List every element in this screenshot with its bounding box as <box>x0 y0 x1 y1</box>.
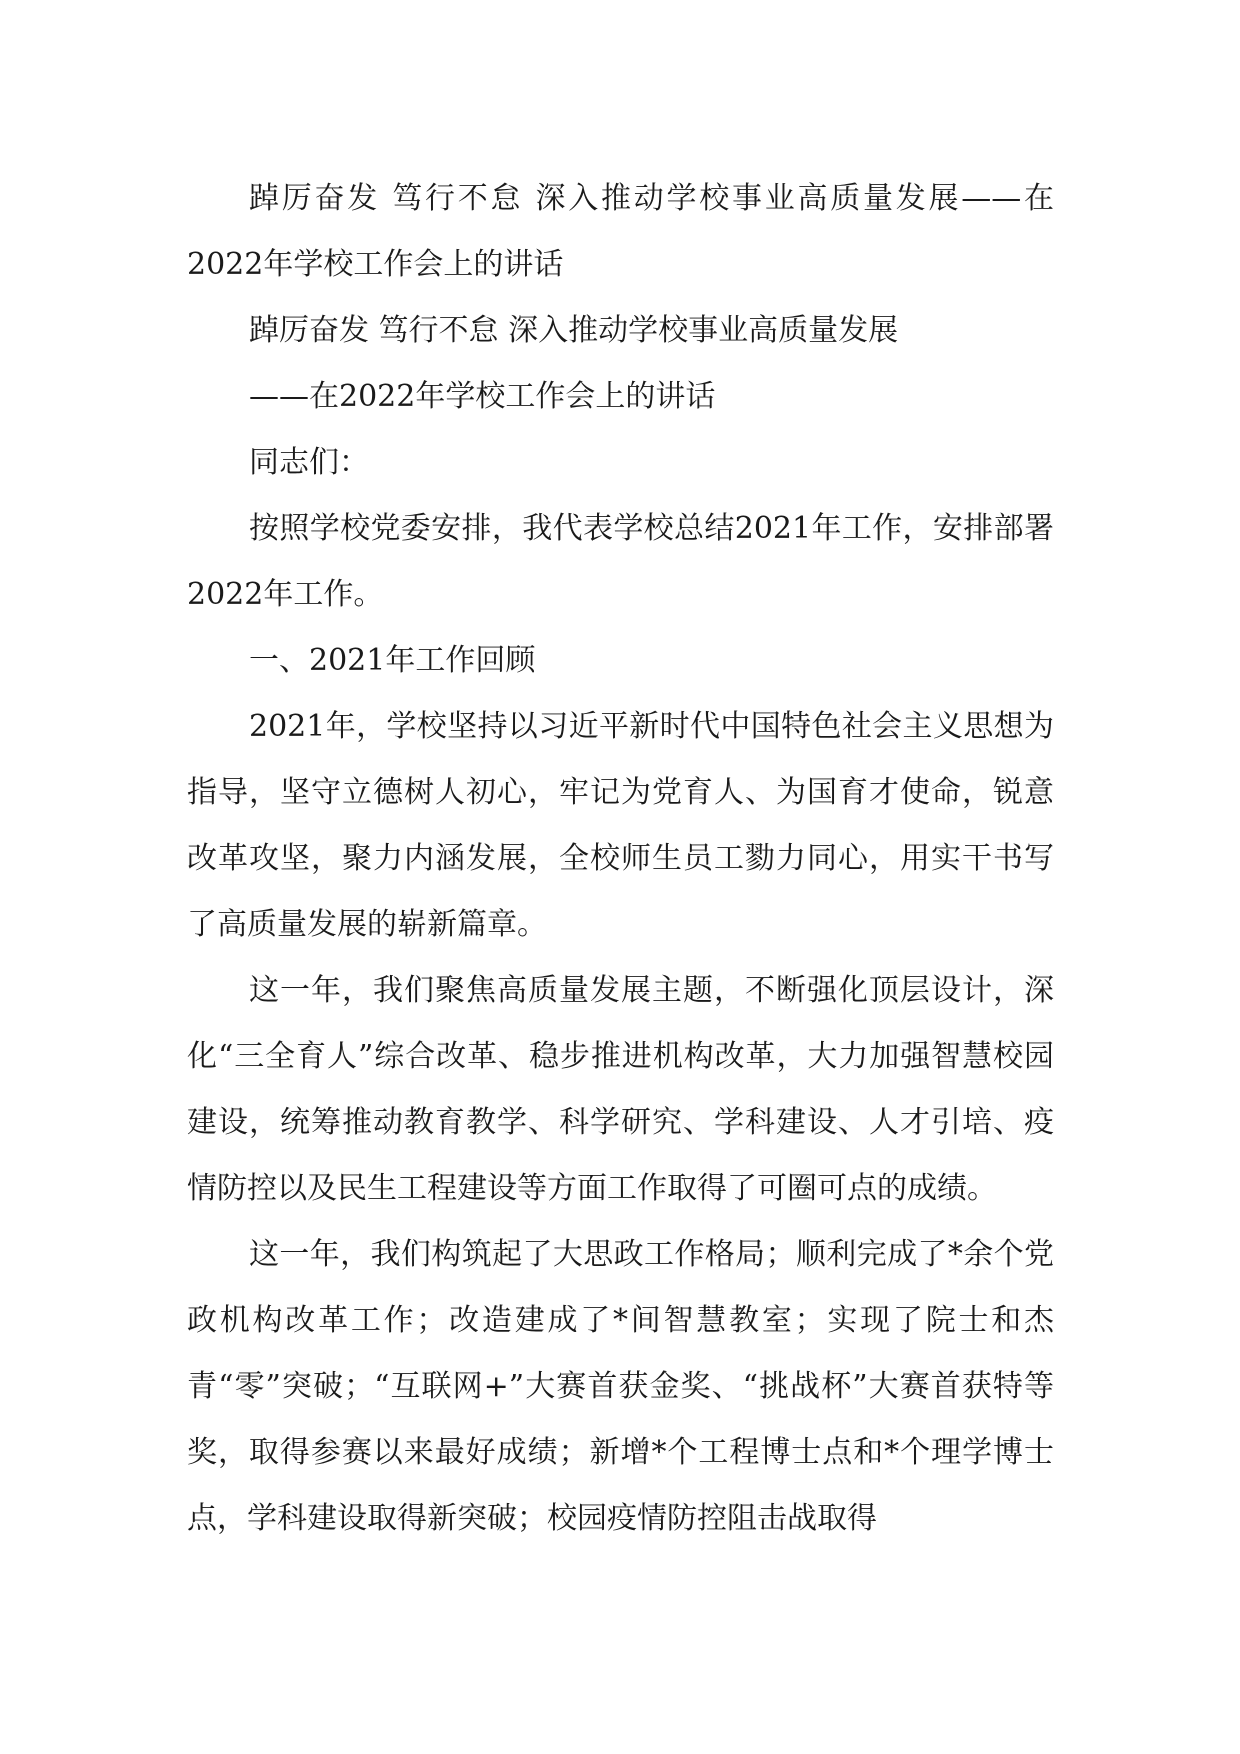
heading-line: 踔厉奋发 笃行不怠 深入推动学校事业高质量发展——在2022年学校工作会上的讲话 <box>187 181 1054 282</box>
salutation: 同志们： <box>249 445 369 480</box>
paragraph-overview: 2021年，学校坚持以习近平新时代中国特色社会主义思想为指导，坚守立德树人初心，牢记为党育人、为国育才使命，锐意改革攻坚，聚力内涵发展，全校师生员工勠力同心，用实干书写了高质量发展的崭新篇章。 <box>187 709 1054 942</box>
speech-subtitle: ——在2022年学校工作会上的讲话 <box>249 379 716 414</box>
document-body <box>187 166 1054 1552</box>
paragraph-intro: 按照学校党委安排，我代表学校总结2021年工作，安排部署2022年工作。 <box>187 511 1054 612</box>
section-heading-review: 一、2021年工作回顾 <box>249 643 536 678</box>
speech-title: 踔厉奋发 笃行不怠 深入推动学校事业高质量发展 <box>249 313 899 348</box>
paragraph-year-focus: 这一年，我们聚焦高质量发展主题，不断强化顶层设计，深化“三全育人”综合改革、稳步推进机构改革，大力加强智慧校园建设，统筹推动教育教学、科学研究、学科建设、人才引培、疫情防控以及民生工程建设等方面工作取得了可圈可点的成绩。 <box>187 973 1054 1206</box>
paragraph-year-achievements: 这一年，我们构筑起了大思政工作格局；顺利完成了*余个党政机构改革工作；改造建成了*间智慧教室；实现了院士和杰青“零”突破；“互联网+”大赛首获金奖、“挑战杯”大赛首获特等奖，取得参赛以来最好成绩；新增*个工程博士点和*个理学博士点，学科建设取得新突破；校园疫情防控阻击战取得 <box>187 1237 1054 1536</box>
